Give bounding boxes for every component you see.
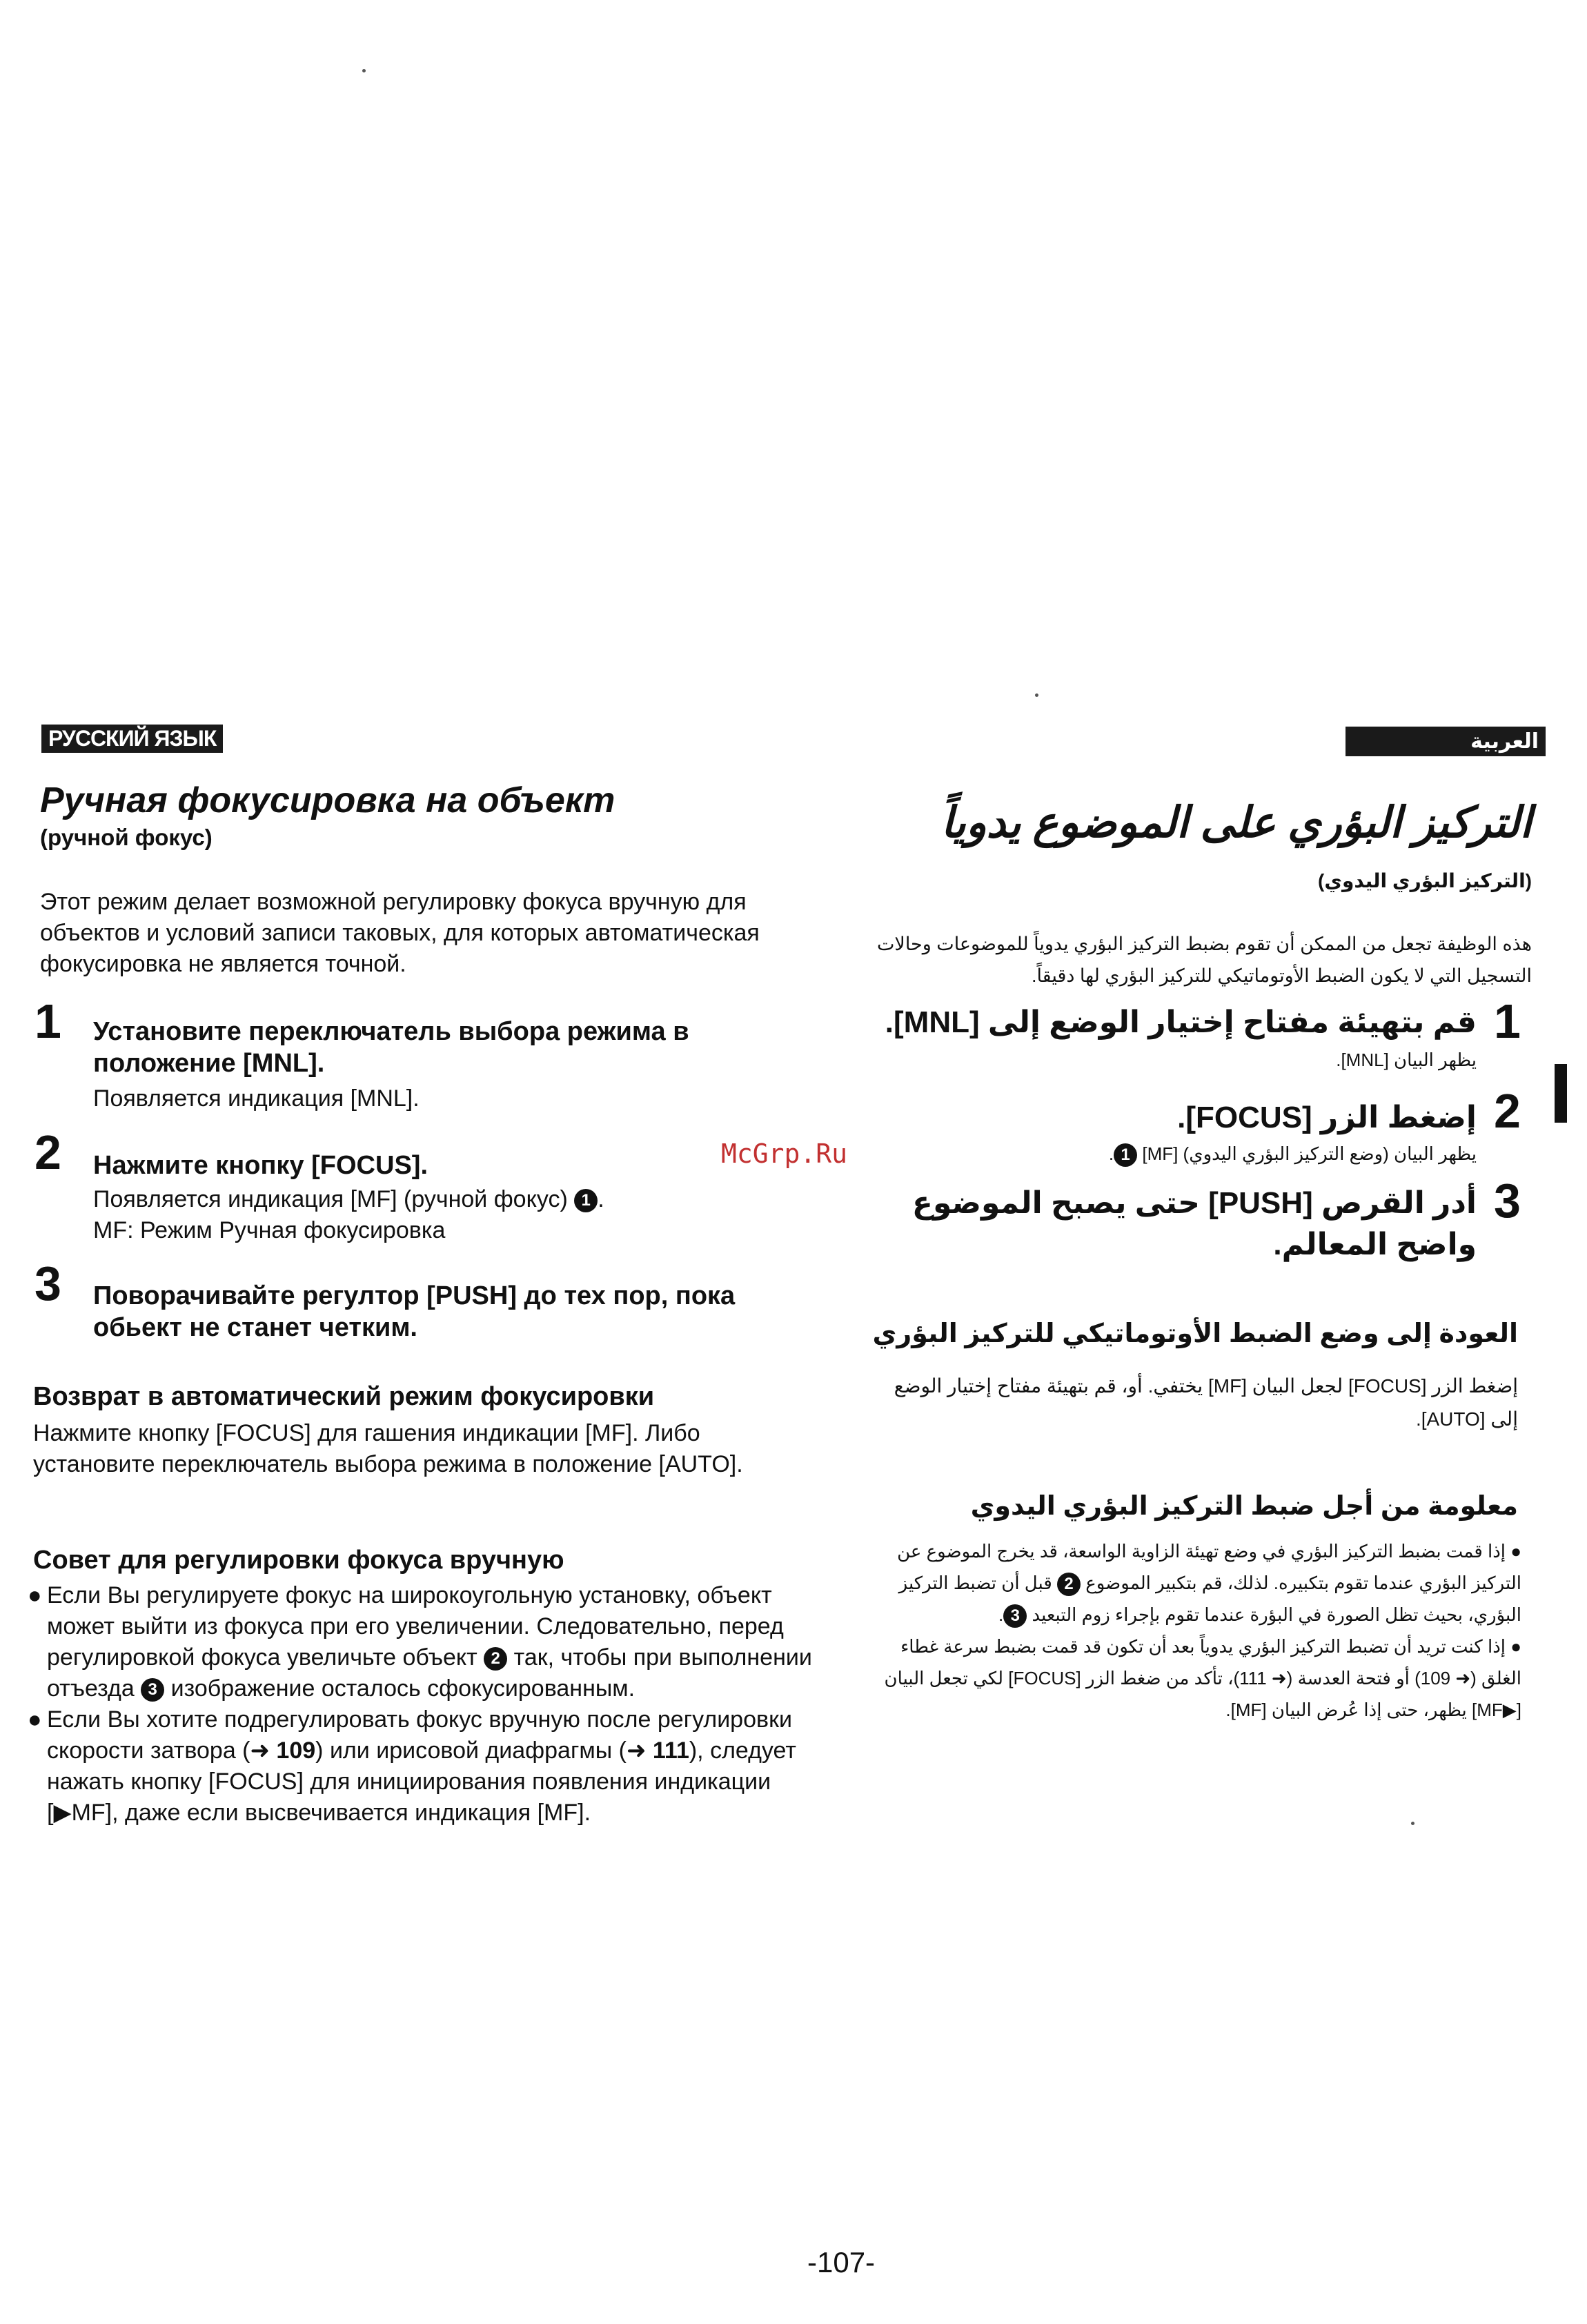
tip1-text: Если Вы регулируете фокус на широкоугольную установку, объект может выйти из фокуса при его увеличении. Следовательно, перед регулировкой фокуса увеличьте объект (47, 1582, 784, 1671)
bullet-icon: ● (28, 1706, 42, 1733)
step-number-3: 3 (34, 1257, 61, 1310)
ar-callout-marker-3: 3 (1003, 1604, 1027, 1628)
ar-section-heading-tips: معلومة من أجل ضبط التركيز البؤري اليدوي (970, 1492, 1518, 1521)
page-ref-109: ➜ 109 (250, 1737, 316, 1764)
page-subtitle-russian: (ручной фокус) (40, 825, 213, 850)
page-number: -107- (807, 2246, 876, 2278)
ar-step-body-2-text: يظهر البيان (وضع التركيز البؤري اليدوي) [MF] (1142, 1143, 1477, 1164)
language-badge-arabic: العربية (1346, 727, 1546, 756)
ar-step-heading-3: أدر القرص [PUSH] حتى يصبح الموضوع واضح المعالم. (911, 1186, 1477, 1261)
tips-list-arabic (862, 1535, 1521, 1726)
section-marker-bar (1555, 1064, 1567, 1123)
list-item (862, 1631, 1521, 1726)
ar-tip1-text-end: . (998, 1604, 1004, 1625)
list-item (28, 1704, 821, 1829)
ar-callout-marker-2: 2 (1057, 1573, 1081, 1596)
tips-list-russian (28, 1580, 821, 1829)
scan-speck (1035, 693, 1038, 697)
callout-marker-1: 1 (574, 1189, 598, 1212)
page-subtitle-arabic: (التركيز البؤري اليدوي) (1318, 870, 1532, 892)
ar-step-number-2: 2 (1494, 1084, 1521, 1138)
step-number-1: 1 (34, 994, 61, 1048)
step-body-2-note: MF: Режим Ручная фокусировка (93, 1217, 446, 1243)
watermark: McGrp.Ru (721, 1139, 848, 1169)
ar-step-body-2 (862, 1140, 1477, 1168)
ar-callout-marker-1: 1 (1114, 1143, 1137, 1167)
tip2-text-cont: ) или ирисовой диафрагмы ( (315, 1737, 627, 1764)
tip2-text-end: ), следует нажать кнопку [FOCUS] для инициирования появления индикации [▶MF], даже если высвечивается индикация [MF]. (47, 1737, 796, 1826)
tip1-text-cont: так, чтобы при выполнении отъезда (47, 1644, 812, 1702)
ar-tip1-text: إذا قمت بضبط التركيز البؤري في وضع تهيئة الزاوية الواسعة، قد يخرج الموضوع عن التركيز البؤري عندما تقوم بتكبيره. لذلك، قم بتكبير الموضوع (897, 1541, 1521, 1593)
scan-speck (362, 69, 366, 72)
section-body-auto-focus: Нажмите кнопку [FOCUS] для гашения индикации [MF]. Либо установите переключатель выбора режима в положение [AUTO]. (33, 1420, 743, 1477)
step-body-2 (93, 1184, 825, 1246)
page-title-arabic: التركيز البؤري على الموضوع يدوياً (940, 799, 1532, 847)
bullet-icon: ● (1510, 1541, 1521, 1562)
tip2-text: Если Вы хотите подрегулировать фокус вручную после регулировки скорости затвора ( (47, 1706, 792, 1764)
bullet-icon: ● (1510, 1636, 1521, 1657)
intro-paragraph-arabic: هذه الوظيفة تجعل من الممكن أن تقوم بضبط التركيز البؤري يدوياً للموضوعات وحالات التسجيل التي لا يكون الضبط الأوتوماتيكي للتركيز البؤري لها دقيقاً. (877, 934, 1532, 986)
step-heading-2: Нажмите кнопку [FOCUS]. (93, 1151, 428, 1180)
bullet-icon: ● (28, 1582, 42, 1608)
callout-marker-2: 2 (484, 1647, 507, 1671)
step-body-2-text: Появляется индикация [MF] (ручной фокус) (93, 1186, 568, 1212)
scan-speck (1411, 1822, 1414, 1825)
callout-marker-3: 3 (141, 1678, 164, 1702)
ar-step-heading-1: قم بتهيئة مفتاح إختيار الوضع إلى [MNL]. (885, 1005, 1477, 1039)
ar-step-number-1: 1 (1494, 994, 1521, 1048)
page-ref-111: ➜ 111 (626, 1737, 689, 1764)
page-title-russian: Ручная фокусировка на объект (40, 780, 615, 820)
ar-tip2-text: إذا كنت تريد أن تضبط التركيز البؤري يدوياً بعد أن تكون قد قمت بضبط سرعة غطاء الغلق (➜ 109) أو فتحة العدسة (➜ 111)، تأكد من ضغط الزر [FOCUS] لكي تجعل البيان [▶MF] يظهر، حتى إذا عُرض البيان [MF]. (884, 1636, 1521, 1720)
ar-step-number-3: 3 (1494, 1174, 1521, 1228)
ar-section-body-auto-focus: إضغط الزر [FOCUS] لجعل البيان [MF] يختفي. أو، قم بتهيئة مفتاح إختيار الوضع إلى [AUTO]. (894, 1375, 1518, 1430)
step-number-2: 2 (34, 1125, 61, 1179)
intro-paragraph-russian: Этот режим делает возможной регулировку фокуса вручную для объектов и условий записи таковых, для которых автоматическая фокусировка не является точной. (40, 889, 760, 977)
list-item (862, 1535, 1521, 1631)
step-heading-1: Установите переключатель выбора режима в положение [MNL]. (93, 1017, 689, 1078)
step-body-2-end: . (598, 1186, 604, 1212)
section-heading-auto-focus: Возврат в автоматический режим фокусировки (33, 1382, 655, 1411)
ar-tip1-text-cont: قبل أن تضبط التركيز البؤري، بحيث تظل الصورة في البؤرة عندما تقوم بإجراء زوم التبعيد (898, 1573, 1521, 1625)
step-heading-3: Поворачивайте регултор [PUSH] до тех пор, пока обьект не станет четким. (93, 1281, 736, 1342)
tip1-text-end: изображение осталось сфокусированным. (170, 1675, 635, 1702)
list-item (28, 1580, 821, 1704)
section-heading-tips: Совет для регулировки фокуса вручную (33, 1546, 564, 1575)
ar-section-heading-auto-focus: العودة إلى وضع الضبط الأوتوماتيكي للتركيز البؤري (872, 1319, 1518, 1348)
ar-step-body-2-end: . (1108, 1143, 1114, 1164)
ar-step-heading-2: إضغط الزر [FOCUS]. (1177, 1101, 1477, 1134)
ar-step-body-1: يظهر البيان [MNL]. (1336, 1050, 1477, 1070)
language-badge-russian: РУССКИЙ ЯЗЫК (41, 725, 223, 753)
step-body-1: Появляется индикация [MNL]. (93, 1085, 420, 1112)
